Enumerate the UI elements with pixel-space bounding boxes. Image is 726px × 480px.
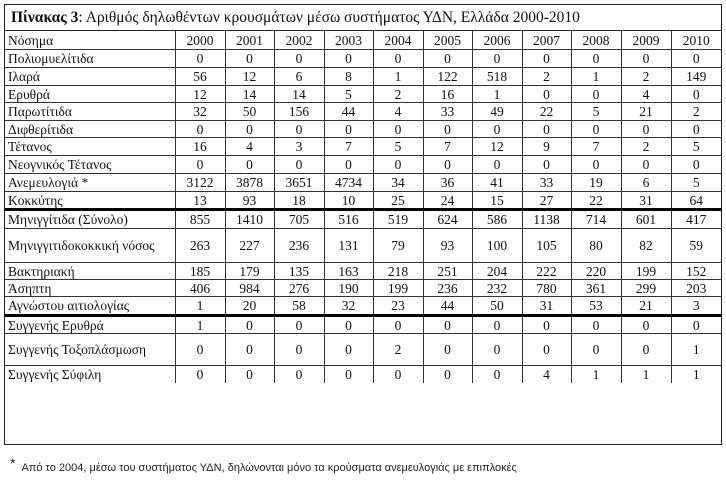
- case-count-cell: 0: [621, 50, 671, 68]
- case-count-cell: 1: [175, 297, 225, 316]
- case-count-cell: 518: [472, 68, 522, 86]
- case-count-cell: 0: [175, 366, 225, 384]
- case-count-cell: 0: [571, 121, 621, 138]
- case-count-cell: 82: [621, 229, 671, 263]
- case-count-cell: 0: [324, 316, 373, 334]
- case-count-cell: 0: [373, 316, 423, 334]
- case-count-cell: 0: [571, 334, 621, 366]
- case-count-cell: 0: [671, 50, 721, 68]
- case-count-cell: 0: [472, 334, 522, 366]
- case-count-cell: 0: [671, 316, 721, 334]
- table-row: [5, 121, 721, 138]
- case-count-cell: 25: [373, 192, 423, 210]
- table-row: [5, 192, 721, 210]
- disease-name-cell: Ερυθρά: [5, 86, 175, 103]
- case-count-cell: 44: [324, 103, 373, 121]
- case-count-cell: 3878: [225, 174, 274, 192]
- table-caption: [5, 5, 721, 31]
- table-row: [5, 297, 721, 316]
- case-count-cell: 0: [274, 334, 324, 366]
- case-count-cell: 417: [671, 210, 721, 229]
- disease-name-cell: Ανεμευλογιά *: [5, 174, 175, 192]
- case-count-cell: 586: [472, 210, 522, 229]
- disease-name-cell: Νεογνικός Τέτανος: [5, 156, 175, 174]
- case-count-cell: 0: [423, 366, 472, 384]
- case-count-cell: 0: [522, 334, 571, 366]
- header-cell-year: 2000: [175, 31, 225, 50]
- case-count-cell: 6: [621, 174, 671, 192]
- disease-name-cell: Διφθερίτιδα: [5, 121, 175, 138]
- case-count-cell: 0: [571, 86, 621, 103]
- case-count-cell: 4: [225, 138, 274, 156]
- case-count-cell: 19: [571, 174, 621, 192]
- case-count-cell: 18: [274, 192, 324, 210]
- disease-cases-table: [5, 31, 721, 383]
- case-count-cell: 5: [671, 174, 721, 192]
- case-count-cell: 12: [225, 68, 274, 86]
- case-count-cell: 58: [274, 297, 324, 316]
- disease-name-cell: Συγγενής Τοξοπλάσμωση: [5, 334, 175, 366]
- case-count-cell: 49: [472, 103, 522, 121]
- case-count-cell: 0: [423, 156, 472, 174]
- case-count-cell: 163: [324, 263, 373, 280]
- case-count-cell: 27: [522, 192, 571, 210]
- caption-text: : Αριθμός δηλωθέντων κρουσμάτων μέσω συστήματος ΥΔΝ, Ελλάδα 2000-2010: [78, 9, 580, 26]
- case-count-cell: 263: [175, 229, 225, 263]
- case-count-cell: 0: [274, 366, 324, 384]
- case-count-cell: 0: [423, 50, 472, 68]
- disease-name-cell: Μηνιγγίτιδα (Σύνολο): [5, 210, 175, 229]
- table-row: [5, 156, 721, 174]
- case-count-cell: 0: [423, 316, 472, 334]
- table-row: [5, 103, 721, 121]
- header-cell-year: 2004: [373, 31, 423, 50]
- case-count-cell: 0: [472, 156, 522, 174]
- case-count-cell: 0: [671, 156, 721, 174]
- case-count-cell: 199: [621, 263, 671, 280]
- case-count-cell: 0: [175, 50, 225, 68]
- case-count-cell: 0: [175, 121, 225, 138]
- case-count-cell: 131: [324, 229, 373, 263]
- case-count-cell: 2: [373, 86, 423, 103]
- case-count-cell: 0: [324, 121, 373, 138]
- case-count-cell: 190: [324, 280, 373, 297]
- case-count-cell: 5: [373, 138, 423, 156]
- case-count-cell: 227: [225, 229, 274, 263]
- case-count-cell: 31: [522, 297, 571, 316]
- case-count-cell: 12: [472, 138, 522, 156]
- case-count-cell: 7: [423, 138, 472, 156]
- case-count-cell: 6: [274, 68, 324, 86]
- case-count-cell: 4: [522, 366, 571, 384]
- case-count-cell: 0: [423, 121, 472, 138]
- case-count-cell: 2: [373, 334, 423, 366]
- disease-name-cell: Αγνώστου αιτιολογίας: [5, 297, 175, 316]
- case-count-cell: 236: [423, 280, 472, 297]
- case-count-cell: 34: [373, 174, 423, 192]
- table-row: [5, 316, 721, 334]
- case-count-cell: 0: [522, 316, 571, 334]
- disease-name-cell: Ιλαρά: [5, 68, 175, 86]
- footnote-text: Από το 2004, μέσω του συστήματος ΥΔΝ, δηλώνονται μόνο τα κρούσματα ανεμευλογιάς με επιπλοκές: [21, 462, 517, 474]
- case-count-cell: 0: [274, 50, 324, 68]
- disease-name-cell: Συγγενής Ερυθρά: [5, 316, 175, 334]
- case-count-cell: 0: [373, 50, 423, 68]
- case-count-cell: 50: [472, 297, 522, 316]
- case-count-cell: 21: [621, 297, 671, 316]
- case-count-cell: 0: [571, 316, 621, 334]
- case-count-cell: 16: [175, 138, 225, 156]
- header-cell-year: 2003: [324, 31, 373, 50]
- case-count-cell: 122: [423, 68, 472, 86]
- case-count-cell: 0: [373, 156, 423, 174]
- case-count-cell: 149: [671, 68, 721, 86]
- header-cell-disease: Νόσημα: [5, 31, 175, 50]
- case-count-cell: 299: [621, 280, 671, 297]
- case-count-cell: 20: [225, 297, 274, 316]
- case-count-cell: 21: [621, 103, 671, 121]
- case-count-cell: 1410: [225, 210, 274, 229]
- case-count-cell: 0: [472, 50, 522, 68]
- header-cell-year: 2006: [472, 31, 522, 50]
- case-count-cell: 44: [423, 297, 472, 316]
- case-count-cell: 50: [225, 103, 274, 121]
- case-count-cell: 0: [274, 121, 324, 138]
- case-count-cell: 361: [571, 280, 621, 297]
- case-count-cell: 0: [671, 121, 721, 138]
- case-count-cell: 714: [571, 210, 621, 229]
- case-count-cell: 1: [571, 366, 621, 384]
- case-count-cell: 33: [522, 174, 571, 192]
- case-count-cell: 3: [274, 138, 324, 156]
- case-count-cell: 93: [423, 229, 472, 263]
- case-count-cell: 855: [175, 210, 225, 229]
- case-count-cell: 0: [621, 316, 671, 334]
- case-count-cell: 1: [671, 366, 721, 384]
- case-count-cell: 406: [175, 280, 225, 297]
- case-count-cell: 7: [571, 138, 621, 156]
- case-count-cell: 0: [225, 50, 274, 68]
- disease-name-cell: Συγγενής Σύφιλη: [5, 366, 175, 384]
- case-count-cell: 14: [274, 86, 324, 103]
- header-cell-year: 2002: [274, 31, 324, 50]
- case-count-cell: 93: [225, 192, 274, 210]
- case-count-cell: 2: [621, 138, 671, 156]
- case-count-cell: 199: [373, 280, 423, 297]
- case-count-cell: 1138: [522, 210, 571, 229]
- case-count-cell: 36: [423, 174, 472, 192]
- case-count-cell: 0: [621, 156, 671, 174]
- table-row: [5, 210, 721, 229]
- case-count-cell: 222: [522, 263, 571, 280]
- case-count-cell: 80: [571, 229, 621, 263]
- case-count-cell: 1: [571, 68, 621, 86]
- case-count-cell: 0: [225, 156, 274, 174]
- disease-name-cell: Πολιομυελίτιδα: [5, 50, 175, 68]
- case-count-cell: 41: [472, 174, 522, 192]
- case-count-cell: 156: [274, 103, 324, 121]
- table-row: [5, 68, 721, 86]
- case-count-cell: 0: [522, 156, 571, 174]
- table-row: [5, 263, 721, 280]
- case-count-cell: 0: [621, 334, 671, 366]
- case-count-cell: 32: [324, 297, 373, 316]
- case-count-cell: 14: [225, 86, 274, 103]
- disease-name-cell: Μηνιγγιτιδοκοκκική νόσος: [5, 229, 175, 263]
- case-count-cell: 0: [225, 316, 274, 334]
- table-row: [5, 50, 721, 68]
- case-count-cell: 0: [324, 50, 373, 68]
- case-count-cell: 0: [423, 334, 472, 366]
- case-count-cell: 0: [175, 334, 225, 366]
- case-count-cell: 0: [225, 121, 274, 138]
- case-count-cell: 9: [522, 138, 571, 156]
- case-count-cell: 232: [472, 280, 522, 297]
- case-count-cell: 64: [671, 192, 721, 210]
- case-count-cell: 0: [472, 316, 522, 334]
- case-count-cell: 5: [671, 138, 721, 156]
- case-count-cell: 1: [175, 316, 225, 334]
- case-count-cell: 0: [274, 156, 324, 174]
- case-count-cell: 16: [423, 86, 472, 103]
- case-count-cell: 0: [324, 156, 373, 174]
- case-count-cell: 53: [571, 297, 621, 316]
- case-count-cell: 984: [225, 280, 274, 297]
- table-row: [5, 86, 721, 103]
- case-count-cell: 32: [175, 103, 225, 121]
- table-row: [5, 174, 721, 192]
- case-count-cell: 251: [423, 263, 472, 280]
- case-count-cell: 519: [373, 210, 423, 229]
- case-count-cell: 204: [472, 263, 522, 280]
- case-count-cell: 0: [225, 366, 274, 384]
- case-count-cell: 7: [324, 138, 373, 156]
- case-count-cell: 0: [522, 121, 571, 138]
- case-count-cell: 0: [225, 334, 274, 366]
- case-count-cell: 24: [423, 192, 472, 210]
- case-count-cell: 0: [324, 334, 373, 366]
- header-cell-year: 2010: [671, 31, 721, 50]
- case-count-cell: 780: [522, 280, 571, 297]
- header-cell-year: 2001: [225, 31, 274, 50]
- case-count-cell: 100: [472, 229, 522, 263]
- case-count-cell: 135: [274, 263, 324, 280]
- case-count-cell: 33: [423, 103, 472, 121]
- case-count-cell: 1: [373, 68, 423, 86]
- case-count-cell: 0: [373, 366, 423, 384]
- case-count-cell: 0: [175, 156, 225, 174]
- table-row: [5, 334, 721, 366]
- case-count-cell: 218: [373, 263, 423, 280]
- case-count-cell: 0: [472, 121, 522, 138]
- case-count-cell: 2: [522, 68, 571, 86]
- case-count-cell: 0: [621, 121, 671, 138]
- table-row: [5, 138, 721, 156]
- case-count-cell: 79: [373, 229, 423, 263]
- case-count-cell: 1: [472, 86, 522, 103]
- case-count-cell: 276: [274, 280, 324, 297]
- case-count-cell: 0: [274, 316, 324, 334]
- case-count-cell: 0: [571, 50, 621, 68]
- case-count-cell: 236: [274, 229, 324, 263]
- case-count-cell: 0: [522, 50, 571, 68]
- table-row: [5, 366, 721, 384]
- header-cell-year: 2008: [571, 31, 621, 50]
- header-cell-year: 2005: [423, 31, 472, 50]
- case-count-cell: 3: [671, 297, 721, 316]
- case-count-cell: 31: [621, 192, 671, 210]
- disease-name-cell: Τέτανος: [5, 138, 175, 156]
- caption-label: Πίνακας 3: [11, 9, 79, 26]
- case-count-cell: 3651: [274, 174, 324, 192]
- disease-table-frame: [4, 4, 722, 445]
- case-count-cell: 22: [522, 103, 571, 121]
- case-count-cell: 185: [175, 263, 225, 280]
- table-row: [5, 229, 721, 263]
- case-count-cell: 1: [671, 334, 721, 366]
- case-count-cell: 4734: [324, 174, 373, 192]
- header-cell-year: 2007: [522, 31, 571, 50]
- case-count-cell: 0: [571, 156, 621, 174]
- disease-name-cell: Άσηπτη: [5, 280, 175, 297]
- case-count-cell: 179: [225, 263, 274, 280]
- case-count-cell: 0: [324, 366, 373, 384]
- case-count-cell: 1: [621, 366, 671, 384]
- case-count-cell: 10: [324, 192, 373, 210]
- case-count-cell: 8: [324, 68, 373, 86]
- header-cell-year: 2009: [621, 31, 671, 50]
- case-count-cell: 59: [671, 229, 721, 263]
- disease-name-cell: Παρωτίτιδα: [5, 103, 175, 121]
- case-count-cell: 5: [571, 103, 621, 121]
- case-count-cell: 2: [671, 103, 721, 121]
- case-count-cell: 152: [671, 263, 721, 280]
- case-count-cell: 15: [472, 192, 522, 210]
- case-count-cell: 624: [423, 210, 472, 229]
- case-count-cell: 56: [175, 68, 225, 86]
- case-count-cell: 23: [373, 297, 423, 316]
- footnote: [10, 455, 517, 474]
- case-count-cell: 105: [522, 229, 571, 263]
- case-count-cell: 4: [621, 86, 671, 103]
- case-count-cell: 220: [571, 263, 621, 280]
- disease-name-cell: Βακτηριακή: [5, 263, 175, 280]
- case-count-cell: 0: [373, 121, 423, 138]
- case-count-cell: 5: [324, 86, 373, 103]
- table-row: [5, 280, 721, 297]
- case-count-cell: 3122: [175, 174, 225, 192]
- case-count-cell: 705: [274, 210, 324, 229]
- table-header-row: [5, 31, 721, 50]
- case-count-cell: 0: [472, 366, 522, 384]
- case-count-cell: 22: [571, 192, 621, 210]
- case-count-cell: 203: [671, 280, 721, 297]
- case-count-cell: 2: [621, 68, 671, 86]
- case-count-cell: 13: [175, 192, 225, 210]
- case-count-cell: 516: [324, 210, 373, 229]
- case-count-cell: 0: [671, 86, 721, 103]
- case-count-cell: 12: [175, 86, 225, 103]
- case-count-cell: 0: [522, 86, 571, 103]
- case-count-cell: 601: [621, 210, 671, 229]
- footnote-mark: *: [10, 455, 16, 471]
- disease-name-cell: Κοκκύτης: [5, 192, 175, 210]
- case-count-cell: 4: [373, 103, 423, 121]
